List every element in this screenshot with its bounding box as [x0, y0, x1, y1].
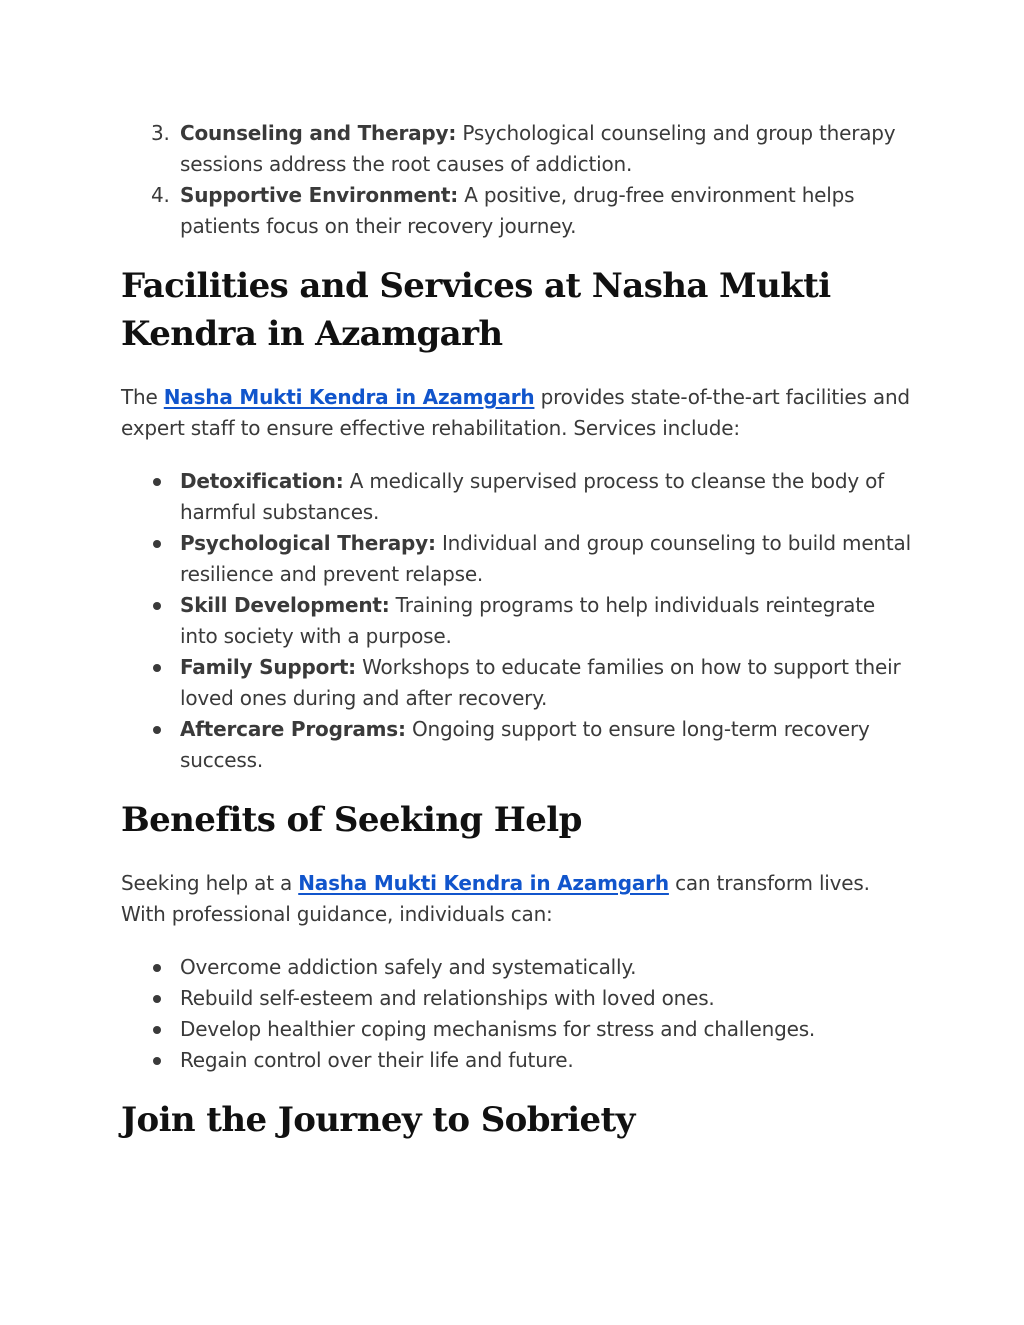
list-item-title: Counseling and Therapy: [180, 121, 457, 145]
numbered-list [121, 118, 911, 242]
list-item-title: Psychological Therapy: [180, 531, 436, 555]
bullet-icon [153, 602, 161, 610]
list-item [121, 1014, 911, 1045]
list-item-title: Detoxification: [180, 469, 344, 493]
list-item [121, 983, 911, 1014]
list-item [121, 714, 911, 776]
bullet-icon [153, 726, 161, 734]
list-item-title: Skill Development: [180, 593, 390, 617]
list-item [121, 952, 911, 983]
nasha-mukti-kendra-link[interactable]: Nasha Mukti Kendra in Azamgarh [298, 871, 669, 895]
benefits-list [121, 952, 911, 1076]
list-item-text: A positive, drug-free environment helps patients focus on their recovery journey. [180, 183, 855, 238]
list-item-text: Individual and group counseling to build mental resilience and prevent relapse. [180, 531, 911, 586]
list-item [121, 466, 911, 528]
list-item [121, 118, 911, 180]
list-item-text: Psychological counseling and group therapy sessions address the root causes of addiction. [180, 121, 896, 176]
paragraph-text: The [121, 385, 164, 409]
bullet-icon [153, 478, 161, 486]
list-item [121, 180, 911, 242]
bullet-icon [153, 664, 161, 672]
facilities-list [121, 466, 911, 776]
list-number: 4. [151, 183, 170, 207]
list-item [121, 528, 911, 590]
list-item-text: Overcome addiction safely and systematically. [180, 955, 637, 979]
benefits-heading: Benefits of Seeking Help [121, 800, 582, 840]
paragraph-text: can transform lives. With professional guidance, individuals can: [121, 871, 870, 926]
list-item [121, 652, 911, 714]
facilities-paragraph [121, 382, 911, 444]
list-item [121, 1045, 911, 1076]
benefits-paragraph [121, 868, 911, 930]
list-item-title: Family Support: [180, 655, 356, 679]
facilities-heading: Facilities and Services at Nasha Mukti Kendra in Azamgarh [121, 266, 831, 354]
list-item-title: Aftercare Programs: [180, 717, 406, 741]
list-item-text: A medically supervised process to cleanse the body of harmful substances. [180, 469, 885, 524]
bullet-icon [153, 995, 161, 1003]
bullet-icon [153, 1026, 161, 1034]
paragraph-text: provides state-of-the-art facilities and expert staff to ensure effective rehabilitation. Services include: [121, 385, 910, 440]
paragraph-text: Seeking help at a [121, 871, 299, 895]
bullet-icon [153, 1057, 161, 1065]
bullet-icon [153, 540, 161, 548]
list-item-text: Develop healthier coping mechanisms for stress and challenges. [180, 1017, 816, 1041]
list-item-title: Supportive Environment: [180, 183, 459, 207]
journey-heading: Join the Journey to Sobriety [121, 1100, 635, 1140]
bullet-icon [153, 964, 161, 972]
list-item-text: Workshops to educate families on how to support their loved ones during and after recovery. [180, 655, 901, 710]
list-number: 3. [151, 121, 170, 145]
list-item-text: Ongoing support to ensure long-term recovery success. [180, 717, 870, 772]
list-item [121, 590, 911, 652]
list-item-text: Training programs to help individuals reintegrate into society with a purpose. [180, 593, 875, 648]
document-content [121, 118, 911, 1144]
nasha-mukti-kendra-link[interactable]: Nasha Mukti Kendra in Azamgarh [163, 385, 535, 409]
list-item-text: Rebuild self-esteem and relationships with loved ones. [180, 986, 715, 1010]
list-item-text: Regain control over their life and future. [180, 1048, 574, 1072]
